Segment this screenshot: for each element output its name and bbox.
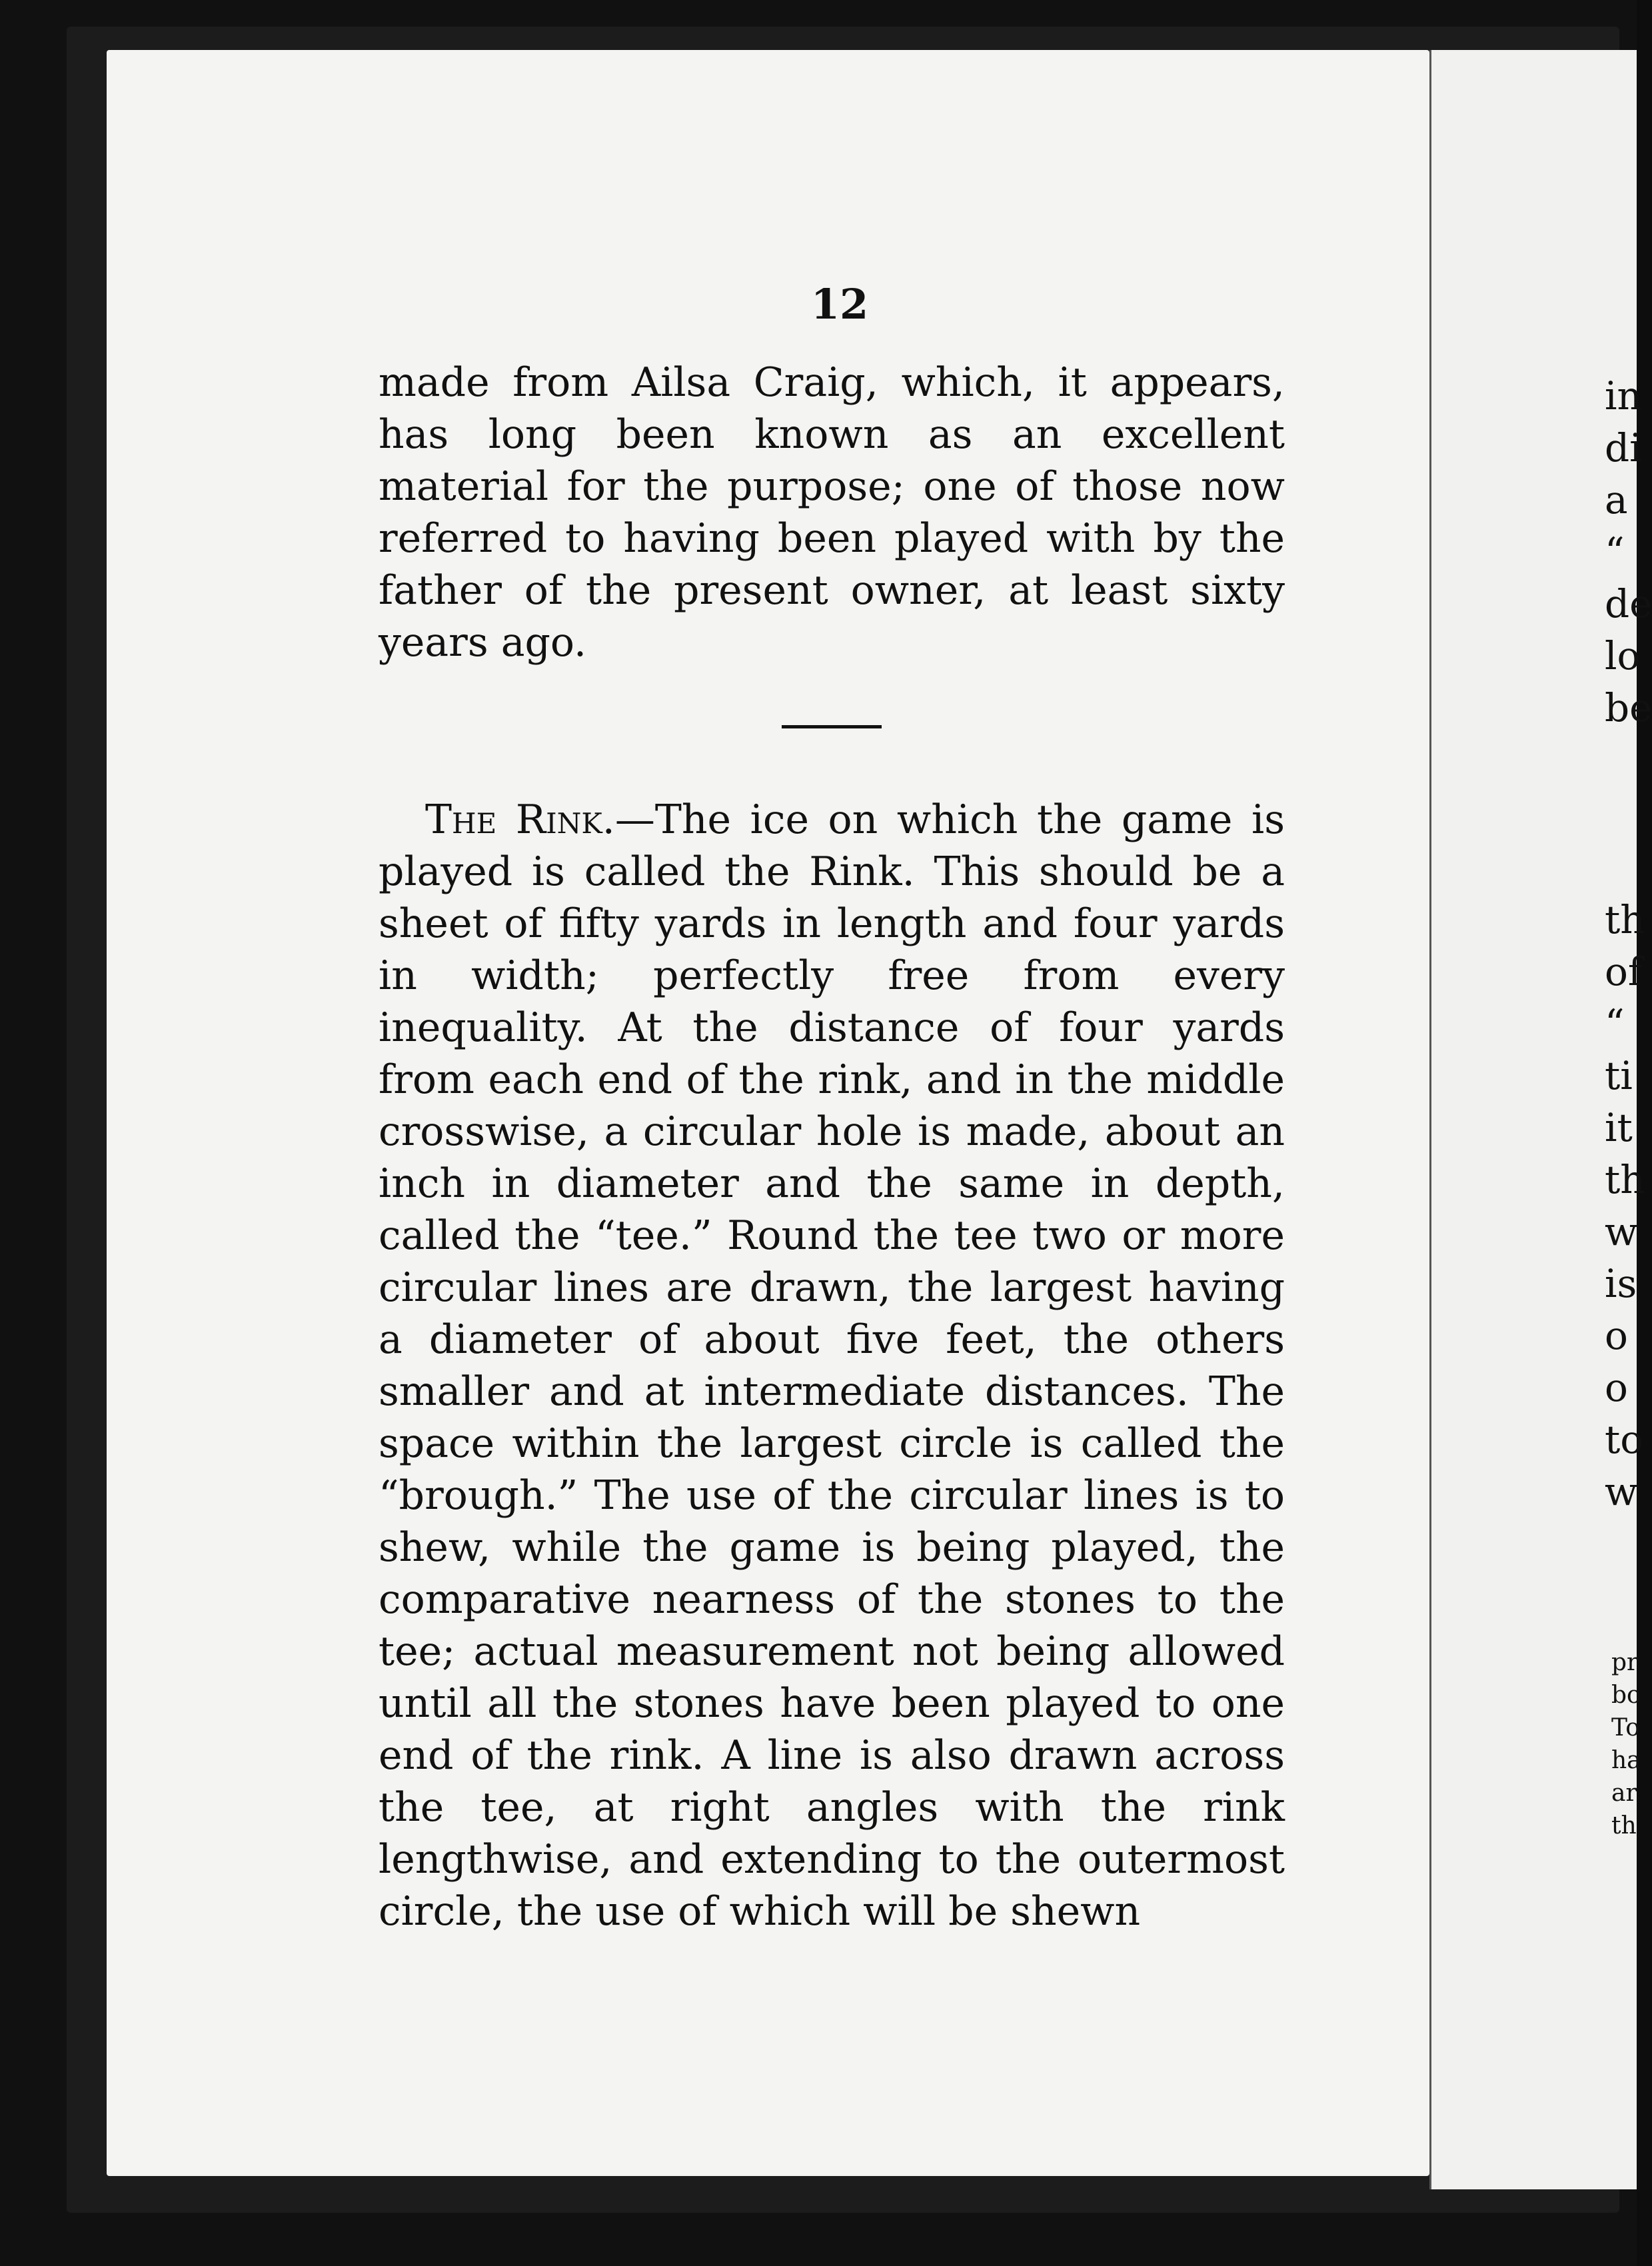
fragment-line: ti bbox=[1605, 1053, 1633, 1098]
fragment-line: ha bbox=[1611, 1747, 1641, 1774]
fragment-line: in bbox=[1605, 373, 1642, 419]
fragment-line: di bbox=[1605, 425, 1642, 471]
fragment-line: pr bbox=[1611, 1649, 1639, 1676]
fragment-line: de bbox=[1605, 581, 1652, 626]
fragment-line: w bbox=[1605, 1469, 1638, 1514]
fragment-gap bbox=[1605, 734, 1652, 894]
section-heading: The Rink. bbox=[425, 796, 615, 843]
section-divider bbox=[782, 725, 882, 728]
fragment-line: To bbox=[1611, 1714, 1640, 1741]
paragraph-2 bbox=[379, 794, 1285, 1937]
fragment-line: it bbox=[1605, 1105, 1633, 1150]
fragment-line: “ bbox=[1605, 1001, 1625, 1046]
paragraph-2-body: —The ice on which the game is played is called the Rink. This should be a sheet of fifty yards in length and four yards in width; perfectly free from every inequality. At the distance of four yards from each end of the rink, and in the middle crosswise, a circular hole is made, about an inch in diameter and the same in depth, called the “tee.” Round the tee two or more circular lines are drawn, the largest having a diameter of about five feet, the others smaller and at intermediate distances. The space within the largest circle is called the “brough.” The use of the circular lines is to shew, while the game is being played, the comparative nearness of the stones to the tee; actual measurement not being allowed until all the stones have been played to one end of the rink. A line is also drawn across the tee, at right angles with the rink lengthwise, and extending to the outermost circle, the use of which will be shewn bbox=[379, 796, 1285, 1935]
fragment-line: th bbox=[1605, 897, 1645, 942]
page-number: 12 bbox=[810, 280, 869, 329]
facing-page-fragments bbox=[1605, 370, 1652, 1518]
fragment-line: o bbox=[1605, 1313, 1628, 1358]
paragraph-1: made from Ailsa Craig, which, it appears, has long been known as an excellent material for the purpose; one of those now referred to having been played with by the father of the present owner, at least sixty years ago. bbox=[379, 359, 1285, 666]
fragment-line: is bbox=[1605, 1261, 1637, 1306]
fragment-line: lo bbox=[1605, 633, 1641, 678]
page-text bbox=[379, 357, 1285, 1937]
facing-page-footnote-fragments bbox=[1611, 1646, 1641, 1842]
fragment-line: to bbox=[1605, 1417, 1644, 1462]
fragment-line: th bbox=[1611, 1812, 1637, 1839]
fragment-line: w bbox=[1605, 1209, 1638, 1254]
fragment-line: o bbox=[1605, 1365, 1628, 1410]
fragment-line: be bbox=[1605, 685, 1652, 730]
fragment-line: a bbox=[1605, 477, 1628, 523]
fragment-line: of bbox=[1605, 949, 1643, 994]
fragment-line: ar bbox=[1611, 1779, 1637, 1807]
fragment-line: “ bbox=[1605, 529, 1625, 574]
fragment-line: th bbox=[1605, 1157, 1645, 1202]
fragment-line: bo bbox=[1611, 1682, 1641, 1709]
